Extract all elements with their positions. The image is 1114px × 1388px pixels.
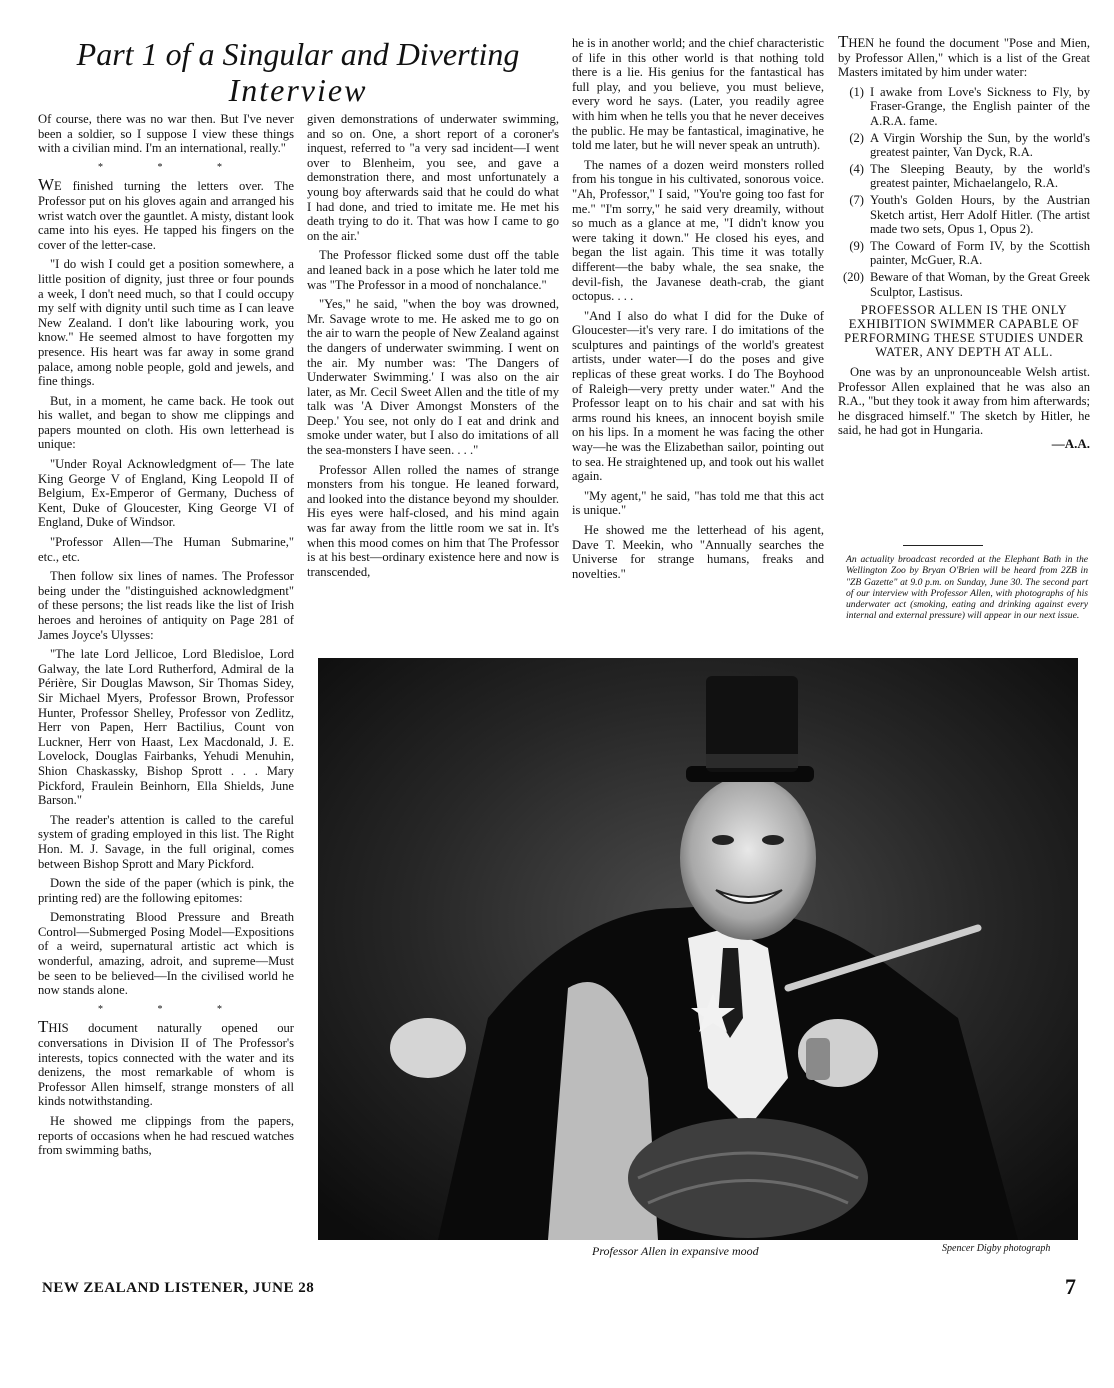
masters-list bbox=[838, 85, 1090, 299]
paragraph: Demonstrating Blood Pressure and Breath Control—Submerged Posing Model—Expositions of a weird, supernatural artistic act which is wonderful, amazing, adroit, and supreme—Must be seen to be believed—In the civilised world he now stands alone. bbox=[38, 910, 294, 998]
broadcast-note: An actuality broadcast recorded at the Elephant Bath in the Wellington Zoo by Bryan O'Brien will be heard from 2ZB in "ZB Gazette" at 9.0 p.m. on Sunday, June 30. The second part of our interview with Professor Allen, with photographs of his underwater act (smoking, eating and drinking against every internal and external pressure) will appear in our next issue. bbox=[846, 554, 1088, 622]
section-break: * * * bbox=[98, 161, 248, 173]
drop-cap: T bbox=[38, 1017, 49, 1037]
divider bbox=[903, 545, 983, 546]
paragraph: He showed me the letterhead of his agent, Dave T. Meekin, who "Annually searches the Universe for strange humans, freaks and novelties." bbox=[572, 523, 824, 581]
section-break: * * * bbox=[98, 1003, 248, 1015]
list-item: (9) The Coward of Form IV, by the Scottish painter, McGuer, R.A. bbox=[849, 238, 1090, 268]
paragraph: Of course, there was no war then. But I've never been a soldier, so I suppose I view these things with a civilian mind. I'm an international, really." bbox=[38, 112, 294, 156]
paragraph: given demonstrations of underwater swimming, and so on. One, a short report of a coroner's inquest, referred to "a very sad incident—I went over to Blenheim, you see, and gave a demonstration there, and most unfortunately a young boy afterwards said that he could do what I had done, and tried to imitate me. He met his death trying to do it. That was how I came to go on the air.' bbox=[307, 112, 559, 243]
paragraph: Then follow six lines of names. The Professor being under the "distinguished acknowledgment" of these persons; the list reads like the list of Irish heroes and heroines of antiquity on Page 281 of James Joyce's Ulysses: bbox=[38, 569, 294, 642]
headline-line-2: Interview bbox=[228, 72, 368, 108]
paragraph: The names of a dozen weird monsters rolled from his tongue in his cultivated, sonorous voice. "Ah, Professor," I said, "You're going too fast for me." "I'm sorry," he said very dreamily, without so much as a glance at me, "I didn't know you were taking it down." He closed his eyes, and began the list again. This time it was totally different—the baby whale, the sea snake, the devil-fish, the Javanese death-crab, the giant octopus. . . . bbox=[572, 157, 824, 304]
column-3 bbox=[572, 36, 824, 586]
list-item: (7) Youth's Golden Hours, by the Austrian Sketch artist, Herr Adolf Hitler. (The artist made two sets, Opus 1, Opus 2). bbox=[849, 192, 1090, 237]
paragraph: WE finished turning the letters over. The Professor put on his gloves again and arranged his wrist watch over the gauntlet. A misty, distant look came into his eyes. He tapped his fingers on the cover of the letter-case. bbox=[38, 175, 294, 252]
paragraph: Professor Allen rolled the names of strange monsters from his tongue. He leaned forward, and looked into the distance beyond my shoulder. His eyes were half-closed, and his mind again was far away from the little room we sat in. It's when this mood comes on him that The Professor is at his best—ordinary existence here and now is transcended, bbox=[307, 462, 559, 579]
list-item: (20) Beware of that Woman, by the Great Greek Sculptor, Lastisus. bbox=[843, 269, 1090, 299]
author-signature: —A.A. bbox=[1051, 436, 1090, 452]
headline-line-1: Part 1 of a Singular and Diverting bbox=[76, 36, 520, 72]
paragraph: "My agent," he said, "has told me that this act is unique." bbox=[572, 488, 824, 518]
list-item: (1) I awake from Love's Sickness to Fly, by Fraser-Grange, the English painter of the A.R.A. fame. bbox=[849, 84, 1090, 128]
paragraph: "Professor Allen—The Human Submarine," etc., etc. bbox=[38, 535, 294, 564]
paragraph: One was by an unpronounceable Welsh artist. Professor Allen explained that he was also an R.A., "but they took it away from him afterwards; he disgraced himself." The sketch by Hitler, he said, he had got in Hungaria. bbox=[838, 365, 1090, 438]
column-4 bbox=[838, 32, 1090, 452]
paragraph: THEN he found the document "Pose and Mien, by Professor Allen," which is a list of the Great Masters imitated by him under water: bbox=[838, 32, 1090, 80]
paragraph: But, in a moment, he came back. He took out his wallet, and began to show me clippings and papers mounted on cloth. His own letterhead is unique: bbox=[38, 393, 294, 452]
list-item: (4) The Sleeping Beauty, by the world's greatest painter, Michaelangelo, R.A. bbox=[849, 161, 1090, 191]
paragraph: "I do wish I could get a position somewhere, a little position of dignity, just three or four pounds a week, I don't need much, so that I could occupy my self with dignity until such time as I can leave New Zealand. I don't like labouring work, you know." He seemed almost to have forgotten my presence. His heart was far away in some grand palace, among noble people, gold and jewels, and fine things. bbox=[38, 257, 294, 389]
professor-photograph bbox=[318, 658, 1078, 1240]
paragraph: "And I also do what I did for the Duke of Gloucester—it's very rare. I do imitations of the sculptures and paintings of the world's greatest artists, under water—I do the poses and give replicas of these great works. I do The Boyhood of Raleigh—very pretty under water." And the Professor leapt on to his chair and sat with his arms round his knees, an innocent boyish smile on his lips. In a moment he was facing the other way—he was the Elizabethan sailor, pointing out to sea. He straightened up, and took out his wallet again. bbox=[572, 308, 824, 484]
paragraph: Down the side of the paper (which is pink, the printing red) are the following epitomes: bbox=[38, 876, 294, 905]
paragraph: The reader's attention is called to the careful system of grading employed in this list. The Right Hon. M. J. Savage, in the full original, comes between Bishop Sprott and Mary Pickford. bbox=[38, 812, 294, 871]
page-number: 7 bbox=[1065, 1274, 1076, 1299]
photo-caption: Professor Allen in expansive mood bbox=[592, 1244, 759, 1258]
list-item: (2) A Virgin Worship the Sun, by the world's greatest painter, Van Dyck, R.A. bbox=[849, 130, 1090, 160]
paragraph: The Professor flicked some dust off the table and leaned back in a pose which he later told me was "The Professor in a mood of nonchalance." bbox=[307, 248, 559, 292]
paragraph: He showed me clippings from the papers, reports of occasions when he had rescued watches from swimming baths, bbox=[38, 1114, 294, 1158]
column-1 bbox=[38, 112, 294, 1163]
drop-cap: W bbox=[38, 175, 55, 195]
photo-credit: Spencer Digby photograph bbox=[942, 1243, 1051, 1254]
paragraph: he is in another world; and the chief characteristic of life in this other world is that nothing told there is a lie. His genius for the fantastical has full play, and you believe, you must believe, every word he says. (Later, you readily agree with him when he tells you that he never deceives the public. He may be fantastical, imaginative, he told me later, but he will never speak an untruth). bbox=[572, 36, 824, 153]
column-2 bbox=[307, 112, 559, 584]
paragraph: "The late Lord Jellicoe, Lord Bledisloe, Lord Galway, the late Lord Rutherford, Admiral de la Périère, Sir Douglas Mawson, Sir Thomas Sidey, Sir Michael Myers, Professor Brown, Professor Hunter, Professor Shelley, Professor von Zedlitz, Herr von Papen, Herr Bactilius, Count von Luckner, Herr von Haast, Lex Macdonald, J. E. Lovelock, Douglas Fairbanks, Yehudi Menuhin, Shion Chaskassky, Bishop Sprott . . . Mary Pickford, Fraulein Beinhorn, Ella Shields, June Barson." bbox=[38, 647, 294, 808]
paragraph: THIS document naturally opened our conversations in Division II of The Professor's interests, topics connected with the water and its denizens, the most remarkable of whom is Professor Allen himself, strange monsters of all kinds notwithstanding. bbox=[38, 1017, 294, 1109]
article-headline bbox=[28, 36, 568, 108]
capitals-notice: PROFESSOR ALLEN IS THE ONLY EXHIBITION SWIMMER CAPABLE OF PERFORMING THESE STUDIES UNDER WATER, ANY DEPTH AT ALL. bbox=[844, 303, 1084, 360]
paragraph: "Yes," he said, "when the boy was drowned, Mr. Savage wrote to me. He asked me to go on the air to warn the people of New Zealand against the dangers of underwater swimming. I went on the air. My number was: 'The Dangers of Underwater Swimming.' I was also on the air later, as Mr. Cecil Sweet Allen and the title of my talk was 'A Diver Amongst Monsters of the Deep.' You see, not only do I eat and drink and smoke under water, but I also do imitations of all the sea-monsters I have seen. . . ." bbox=[307, 297, 559, 458]
drop-cap: T bbox=[838, 32, 849, 51]
portrait-illustration bbox=[318, 658, 1078, 1240]
paragraph: "Under Royal Acknowledgment of— The late King George V of England, King Leopold II of Belgium, Ex-Emperor of Germany, Duchess of Kent, Duke of Gloucester, King George VI of England, Duke of Windsor. bbox=[38, 457, 294, 530]
publication-footer: NEW ZEALAND LISTENER, JUNE 28 bbox=[42, 1280, 315, 1296]
